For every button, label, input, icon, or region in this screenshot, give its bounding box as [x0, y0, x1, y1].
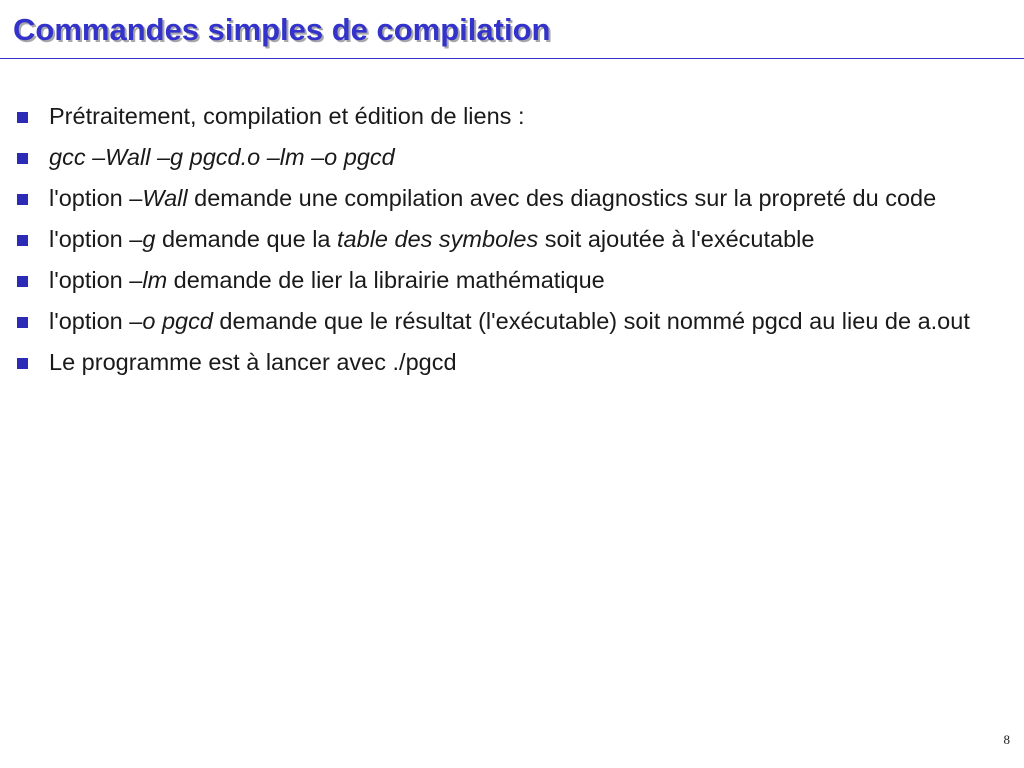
bullet-item — [17, 264, 1017, 297]
bullet-text-segment: l'option – — [49, 267, 143, 293]
bullet-text-segment: l'option – — [49, 308, 143, 334]
square-bullet-icon — [17, 317, 28, 328]
bullet-text-segment: o pgcd — [142, 308, 213, 334]
bullet-text-segment: Prétraitement, compilation et édition de liens : — [49, 103, 525, 129]
slide-title: Commandes simples de compilation — [13, 12, 551, 47]
bullet-text-segment: l'option – — [49, 185, 143, 211]
bullet-text-segment: table des symboles — [337, 226, 539, 252]
bullet-text-segment: l'option – — [49, 226, 143, 252]
title-divider — [0, 58, 1024, 59]
bullet-text-segment: lm — [142, 267, 168, 293]
bullet-item — [17, 100, 1017, 133]
bullet-text-segment: demande que le résultat (l'exécutable) soit nommé pgcd au lieu de a.out — [212, 308, 970, 334]
square-bullet-icon — [17, 194, 28, 205]
bullet-item — [17, 305, 1017, 338]
square-bullet-icon — [17, 358, 28, 369]
bullet-item — [17, 182, 1017, 215]
bullet-list — [17, 100, 1017, 387]
bullet-text-segment: demande une compilation avec des diagnostics sur la propreté du code — [187, 185, 937, 211]
bullet-text-segment: demande que la — [155, 226, 338, 252]
bullet-item — [17, 346, 1017, 379]
bullet-text-segment: Wall — [142, 185, 188, 211]
bullet-text-segment: g — [142, 226, 156, 252]
square-bullet-icon — [17, 276, 28, 287]
bullet-text-segment: gcc –Wall –g pgcd.o –lm –o pgcd — [49, 144, 395, 170]
square-bullet-icon — [17, 112, 28, 123]
bullet-text-segment: soit ajoutée à l'exécutable — [538, 226, 815, 252]
page-number: 8 — [1003, 732, 1010, 747]
bullet-item — [17, 223, 1017, 256]
bullet-text-segment: Le programme est à lancer avec ./pgcd — [49, 349, 457, 375]
bullet-item — [17, 141, 1017, 174]
bullet-text-segment: demande de lier la librairie mathématique — [167, 267, 605, 293]
square-bullet-icon — [17, 153, 28, 164]
square-bullet-icon — [17, 235, 28, 246]
